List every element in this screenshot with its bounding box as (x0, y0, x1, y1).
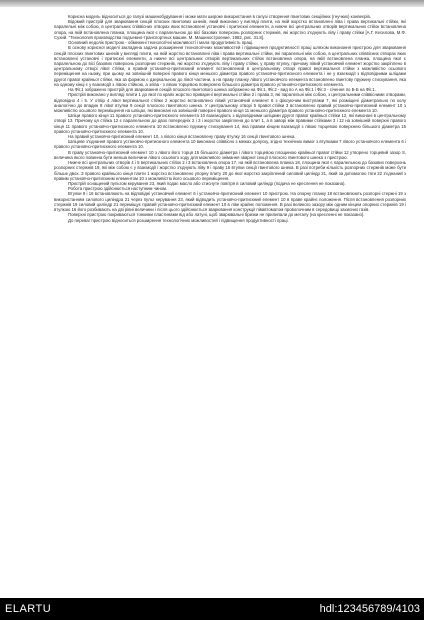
paragraph: Основний недолік пристрою - обмежені технологічні можливості і мала продуктивність праці. (68, 40, 254, 46)
paragraph: Шліцеве з'єднання правого установчо-притискного елемента 10 виконано співвісно з межах допуску, згідно технічних вимог з втулками 7 лівого установчого елемента 6 і правого установчо-притискного елемента 10. (54, 139, 406, 150)
paragraph: Поверхні пристрою покриваються тонкими пластинами від або латуні, щоб зварювальні бризки не прилипали до металу (на кресленні не показано). (68, 212, 365, 218)
paragraph: В праву установчо-притискний елемент 10 з лівого його торця 15 більшого діаметра і лівого торцевою площиною крайньої правої стійки 12 утворено торцевий зазор S, величина якого повинна бути менша величини лівого осьового ходу для можливого знімання зварної секції плоского гвинтового шнека з пристрою. (54, 149, 406, 160)
document-handle[interactable]: hdl:123456789/4103 (319, 603, 420, 615)
paragraph: Шліци правого кінця 11 правого установчо-притискного елемента 10 взаємодіють з відповідними шліцами другої правої крайньої стійки 12, які виконані в центральному отворі 13. Причому ця стійка 12 є паралельною до двох попередніх 2 і 3 і жорстко закріплена до плит 1, а в заворі між правими стійками 3 і 12 на зовнішній поверхні правого кінця 11 правого установчо-притискного елемента 10 встановлено пружину стискування 14, яка правим кінцем взаємодії з лівою торцевою поверхнею більшого діаметра 15 правого установчо-притискного елемента 10. (54, 113, 406, 134)
paragraph: Відомий пристрій для зварювання секцій плоских гвинтових шнеків, який виконано у вигляді плити, на якій жорстко встановлені ліва і права вертикальні стійки, які паралельні між собою, в центральних співвісних отворах яких встановлені установчі і притискні елементи, а нижче всі центральних отворів вертикальних стійок встановлена опора, на якій встановлена планка, площина якої є паралельною до вісі базових поверхонь розпорних стержнів, які жорстко з'єднують ліву і праву стійки [А.Г. Кесилова, М.Ф. Сухий. "Технология производства подъемно-транспортных машин. М. Машиностроение, 1982, рис. 31.8]. (54, 19, 406, 40)
document-body (54, 14, 406, 223)
paragraph: Втулки 9 і 16 встановлюють на відповідні установчий елемент 6 і установчо-притискний елемент 10 пристрою. На опорну планку 18 встановлюють розпорні стержні 19 з використанням силового циліндра 21 через пульт керування 23, який відводить установчо-притискний елемент 10 в праве крайнє положення. Після встановлення розпорних стержнів 19 силовий циліндр 21 переміщує правий установчо-притискний елемент 10 в ліве крайнє положення. В разі великого зазору між одним кінцем опорних стержнів 19 і втулкою 16 його розбивають на дві рівні величини і після цього здійснюється зварювання конструкції півавтоматом проволочним в середовищі захисних газів. (54, 191, 406, 213)
paragraph: Пристрій виконано у вигляді плити 1 до якої по краях жорстко приварені вертикальні стійки 2 і права 3, які паралельні між собою, з центральними співвісними отворами, відповідно 4 і 5. У отвір 4 лівої вертикальної стійки 2 жорстко встановлено лівий установчий елемент 6 з фіксуючим виступами 7, які розміщені діаметрально по колу аналогічно до впадин 8 лівої втулки 9 секції плоского гвинтового шнека. У центральному отворі 5 правої стійки 3 встановлено правий установчо-притискний елемент 10 з можливістю осьового переміщення на шліцах, які виконані на зовнішній поверхні правого кінця 11 меншого діаметра правого установчо-притискного елемента 10. (54, 92, 406, 113)
paragraph: На правий установчо-притискний елемент 10, з лівого кінця встановлену праву втулку 16 секції гвинтового шнека. (68, 134, 296, 140)
paragraph: Корисна модель відноситься до галузі машинобудування і може мати широке використання в галузі створення гвинтових секційних (гнучких) конвеєрів. (68, 14, 371, 19)
repository-brand: ELARTU (5, 603, 52, 615)
paragraph: На Фіг.1 зображено пристрій для зварювання секцій плоского гвинтового шнека зображено на Фіг.1, Фіг.2 - вид по А на Фіг.1 і Фіг.3 - січення по Б-Б на Фіг.1. (68, 87, 376, 93)
paragraph: В основу корисної моделі закладена задача розширення технологічних можливостей і підвищення продуктивності праці шляхом виконання пристрою для зварювання секцій плоских гвинтових шнеків у вигляді плити, на якій жорстко встановлені ліва і права вертикальні стійки, які паралельні між собою, в центральних співвісних отворах яких встановлені установчі і притискні елементи, а нижче всі центральних отворів вертикальних стійок встановлена опора, на якій встановлена планка, площина якої є паралельною до вісі базових поверхонь розпорних стержнів, які жорстко з'єднують ліву і праву стійки, у праву втулку, причому лівий установчий елемент жорстко закріплено в центральному отворі лівої стійки, а правий установчо-притискний елемент встановлений в центральному отворі правої вертикальної стійки з можливістю осьового переміщення на ньому, при цьому на зовнішній поверхні правого кінця меншого діаметра правого установчо-притискного елемента і не у взаємодії з відповідними шліцами другої правої крайньої стійки, яка за формою є дзеркальною до лівої частини, а на праву планку лівого установчого елемента встановлено гвинтову пружину стискування, яка на одному кінці є у взаємодії з лівою стійкою, а зліва - з лівою торцевою поверхнею більшого діаметра правого установчо-притискного елемента. (54, 45, 406, 87)
page-top-edge (0, 0, 424, 7)
paragraph: Пристрій оснащений пультом керування 23, який подає масло або стиснуте повітря в силовий циліндр (подача не креслення не показана). (68, 181, 346, 186)
paragraph: До переваг пристрою відноситься розширення технологічних можливостей і підвищення продуктивності праці. (68, 217, 289, 223)
paragraph: Нижче всі центральних отворів 4 і 5 вертикальних стійок 2 і 3 встановлена опора 17, на якій встановлена планка 18, площина якої є паралельною до базових поверхонь розпорних стержнів 19, які між собою є у взаємодії і жорстко з'єднують ліву 9 і праву 16 втулки секції гвинтового шнека. В разі потреби кількість розпорних стержнів може бути більше двох. З правого крайнього кінця плити 1 жорстко встановлено упорну плиту 20 до якої жорстко закріплений силовий циліндр 21, який за допомогою тяги 22 з'єднаний з правим установчо-притискним елементом 10 з можливістю його осьового переміщення. (54, 160, 406, 181)
viewer-footer-bar (0, 598, 424, 620)
paragraph: Робота пристрою здійснюється наступним чином. (68, 186, 168, 192)
